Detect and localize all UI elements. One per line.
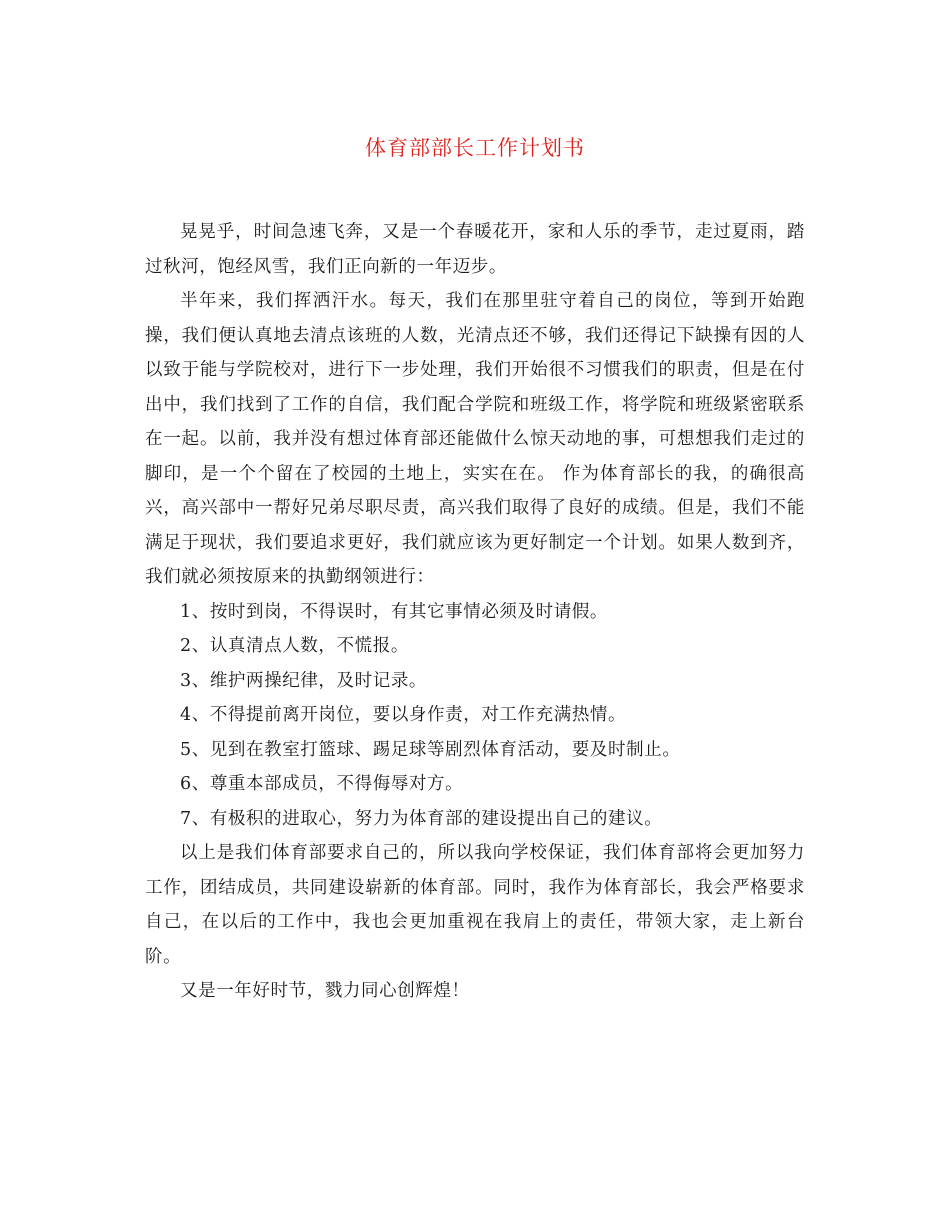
- document-body: [145, 215, 805, 1009]
- rule-item: 1、按时到岗，不得误时，有其它事情必须及时请假。: [180, 601, 609, 622]
- closing-line: 又是一年好时节，戮力同心创辉煌！: [180, 981, 470, 1001]
- duty-rules-list: [145, 595, 805, 837]
- rule-item: 6、尊重本部成员，不得侮辱对方。: [180, 774, 464, 794]
- commitment-paragraph: 以上是我们体育部要求自己的，所以我向学校保证，我们体育部将会更加努力工作，团结成员，共同建设崭新的体育部。同时，我作为体育部长，我会严格要求自己，在以后的工作中，我也会更加重视在我肩上的责任，带领大家，走上新台阶。: [145, 843, 805, 967]
- rule-item: 7、有极积的进取心，努力为体育部的建设提出自己的建议。: [180, 808, 663, 829]
- summary-paragraph: 半年来，我们挥洒汗水。每天，我们在那里驻守着自己的岗位，等到开始跑操，我们便认真地去清点该班的人数，光清点还不够，我们还得记下缺操有因的人以致于能与学院校对，进行下一步处理，我们开始很不习惯我们的职责，但是在付出中，我们找到了工作的自信，我们配合学院和班级工作，将学院和班级紧密联系在一起。以前，我并没有想过体育部还能做什么惊天动地的事，可想想我们走过的脚印，是一个个留在了校园的土地上，实实在在。 作为体育部长的我，的确很高兴，高兴部中一帮好兄弟尽职尽责，高兴我们取得了良好的成绩。但是，我们不能满足于现状，我们要追求更好，我们就应该为更好制定一个计划。如果人数到齐，我们就必须按原来的执勤纲领进行：: [145, 291, 805, 587]
- rule-item: 2、认真清点人数，不慌报。: [180, 636, 409, 656]
- rule-item: 4、不得提前离开岗位，要以身作责，对工作充满热情。: [180, 705, 627, 725]
- rule-item: 3、维护两操纪律，及时记录。: [180, 670, 428, 691]
- rule-item: 5、见到在教室打篮球、踢足球等剧烈体育活动，要及时制止。: [180, 739, 681, 760]
- document-title: 体育部部长工作计划书: [365, 136, 585, 160]
- intro-paragraph: 晃晃乎，时间急速飞奔，又是一个春暖花开，家和人乐的季节，走过夏雨，踏过秋河，饱经风雪，我们正向新的一年迈步。: [145, 222, 805, 277]
